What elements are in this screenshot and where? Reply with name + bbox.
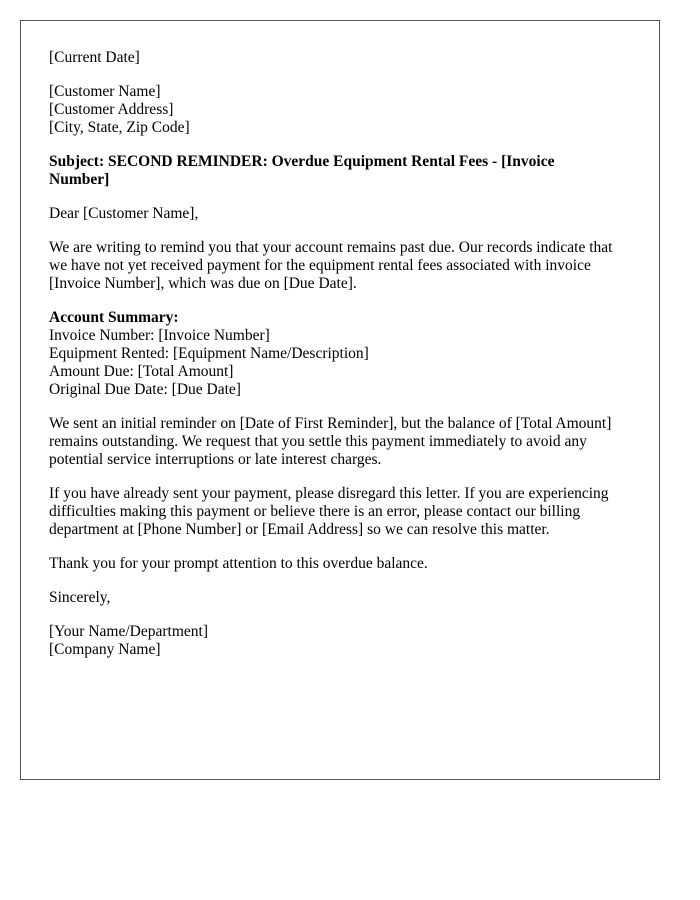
paragraph-line: difficulties making this payment or believe there is an error, please contact our billing [49,503,581,520]
summary-invoice-number: Invoice Number: [Invoice Number] [49,327,270,344]
summary-amount-due: Amount Due: [Total Amount] [49,363,234,380]
letter-date: [Current Date] [49,49,140,66]
salutation-block [49,205,631,223]
summary-original-due-date: Original Due Date: [Due Date] [49,381,241,398]
signature-block [49,623,631,659]
paragraph-line: [Invoice Number], which was due on [Due Date]. [49,275,357,292]
recipient-city-state-zip: [City, State, Zip Code] [49,119,190,136]
signature-name: [Your Name/Department] [49,623,208,640]
paragraph-line: we have not yet received payment for the equipment rental fees associated with invoice [49,257,591,274]
paragraph-reminder [49,239,631,293]
recipient-name: [Customer Name] [49,83,161,100]
thanks-block [49,555,631,573]
paragraph-line: We are writing to remind you that your account remains past due. Our records indicate that [49,239,613,256]
letter-date-block [49,49,631,67]
signature-company: [Company Name] [49,641,161,658]
subject-line-1: Subject: SECOND REMINDER: Overdue Equipment Rental Fees - [Invoice [49,153,555,170]
account-summary [49,309,631,399]
summary-equipment-rented: Equipment Rented: [Equipment Name/Description] [49,345,369,362]
recipient-block [49,83,631,137]
paragraph-line: department at [Phone Number] or [Email Address] so we can resolve this matter. [49,521,550,538]
paragraph-line: remains outstanding. We request that you settle this payment immediately to avoid any [49,433,587,450]
paragraph-line: We sent an initial reminder on [Date of First Reminder], but the balance of [Total Amount] [49,415,612,432]
paragraph-line: potential service interruptions or late interest charges. [49,451,382,468]
thanks-line: Thank you for your prompt attention to this overdue balance. [49,555,428,572]
subject-line-2: Number] [49,171,110,188]
paragraph-outstanding [49,415,631,469]
recipient-address: [Customer Address] [49,101,174,118]
closing-line: Sincerely, [49,589,111,606]
paragraph-line: If you have already sent your payment, please disregard this letter. If you are experiencing [49,485,609,502]
paragraph-contact [49,485,631,539]
salutation: Dear [Customer Name], [49,205,199,222]
account-summary-heading: Account Summary: [49,309,179,326]
subject-line [49,153,631,189]
closing-block [49,589,631,607]
letter-page [20,20,660,780]
